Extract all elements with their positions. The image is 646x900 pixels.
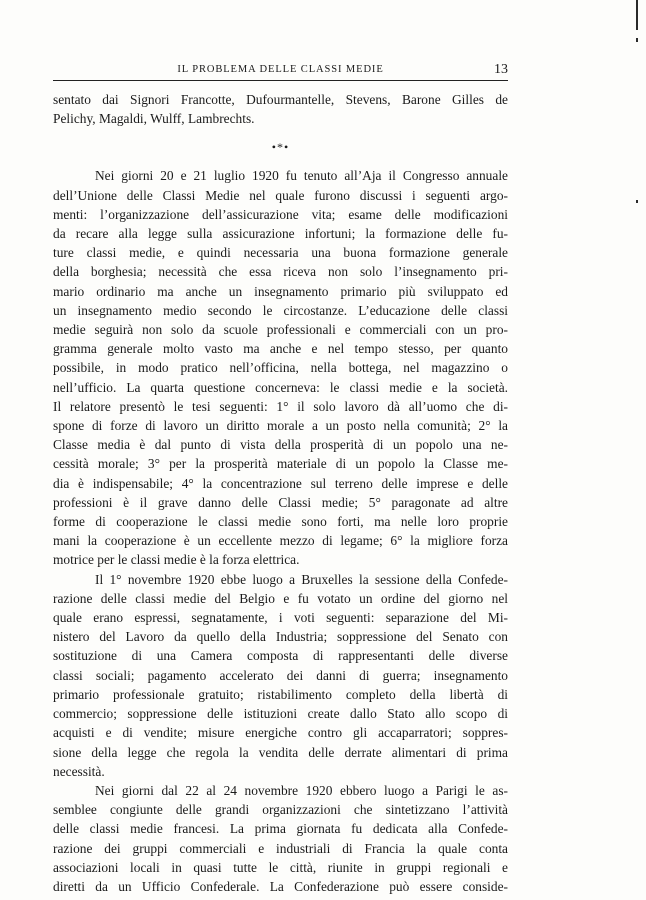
running-title: IL PROBLEMA DELLE CLASSI MEDIE [177, 64, 384, 75]
text-line: sione della legge che regola la vendita delle derrate alimentari di prima [53, 744, 508, 760]
page-edge-mark [636, 0, 638, 30]
text-line: dia è indispensabile; 4° la concentrazione sul terreno delle imprese e delle [53, 475, 508, 491]
text-line: motrice per le classi medie è la forza elettrica. [53, 552, 300, 568]
page-edge-mark [636, 200, 638, 203]
paragraph [53, 90, 508, 128]
text-line: razione dei gruppi commerciali e industriali di Francia la quale conta [53, 840, 508, 856]
text-line: professioni è il grave danno delle Classi medie; 5° paragonate ad altre [53, 494, 508, 510]
text-line: nell’ufficio. La quarta questione concerneva: le classi medie e la società. [53, 379, 508, 395]
text-line: cessità morale; 3° per la prosperità materiale di un popolo la Classe me- [53, 456, 508, 472]
text-line: della borghesia; necessità che essa riceva non solo l’insegnamento pri- [53, 264, 508, 280]
paragraph [53, 570, 508, 781]
text-line: spone di forze di lavoro un diritto morale a un posto nella comunità; 2° la [53, 418, 508, 434]
text-line: dell’Unione delle Classi Medie nel quale furono discussi i seguenti argo- [53, 187, 508, 203]
text-line: semblee congiunte delle grandi organizzazioni che sintetizzano l’attività [53, 802, 508, 818]
text-line: un insegnamento medio secondo le circostanze. L’educazione delle classi [53, 302, 508, 318]
body-text [53, 90, 508, 896]
text-line: gramma generale molto vasto ma anche e nel tempo stesso, per quanto [53, 341, 508, 357]
text-line: Pelichy, Magaldi, Wulff, Lambrechts. [53, 111, 255, 127]
text-line: Il 1° novembre 1920 ebbe luogo a Bruxelles la sessione della Confede- [95, 571, 508, 587]
text-line: mani la cooperazione è un eccellente mezzo di legame; 6° la migliore forza [53, 533, 508, 549]
text-line: sostituzione di una Camera composta di rappresentanti delle diverse [53, 648, 508, 664]
text-line: sentato dai Signori Francotte, Dufourmantelle, Stevens, Barone Gilles de [53, 92, 508, 107]
text-line: delle classi medie francesi. La prima giornata fu dedicata alla Confede- [53, 821, 508, 837]
text-line: ture classi medie, e quindi necessaria una buona formazione generale [53, 245, 508, 261]
text-line: possibile, in modo pratico nell’officina, nella bottega, nel magazzino o [53, 360, 508, 376]
text-line: diretti da un Ufficio Confederale. La Confederazione può essere conside- [53, 878, 508, 894]
text-line: Nei giorni dal 22 al 24 novembre 1920 ebbero luogo a Parigi le as- [95, 782, 508, 798]
running-header [53, 62, 508, 82]
text-line: Nei giorni 20 e 21 luglio 1920 fu tenuto all’Aja il Congresso annuale [95, 168, 508, 184]
text-line: mario ordinario ma anche un insegnamento primario più sviluppato ed [53, 283, 508, 299]
text-line: associazioni locali in quasi tutte le città, riunite in gruppi regionali e [53, 859, 508, 875]
text-line: quale erano espressi, segnatamente, i voti seguenti: separazione del Mi- [53, 610, 508, 626]
text-line: forme di cooperazione le classi medie sono forti, ma nelle loro proprie [53, 514, 508, 530]
text-line: Il relatore presentò le tesi seguenti: 1° il solo lavoro dà all’uomo che di- [53, 398, 508, 414]
text-line: medie seguirà non solo da scuole professionali e commerciali con un pro- [53, 322, 508, 338]
paragraph [53, 781, 508, 896]
text-line: menti: l’organizzazione dell’assicurazione vita; esame delle modificazioni [53, 206, 508, 222]
text-line: nistero del Lavoro da quello della Industria; soppressione del Senato con [53, 629, 508, 645]
page-edge-mark [636, 38, 638, 42]
text-line: da recare alla legge sulla assicurazione infortuni; la formazione delle fu- [53, 226, 508, 242]
text-line: primario professionale gratuito; ristabilimento completo della libertà di [53, 686, 508, 702]
header-rule [53, 80, 508, 81]
text-line: acquisti e di vendite; misure energiche contro gli accaparratori; soppres- [53, 725, 508, 741]
paragraph [53, 166, 508, 569]
text-line: Classe media è dal punto di vista della prosperità di un popolo una ne- [53, 437, 508, 453]
text-line: classi sociali; pagamento accelerato dei danni di guerra; insegnamento [53, 667, 508, 683]
page-number: 13 [494, 62, 508, 77]
text-line: commercio; soppressione delle istituzioni create dallo Stato allo scopo di [53, 706, 508, 722]
text-line: razione delle classi medie del Belgio e fu votato un ordine del giorno nel [53, 590, 508, 606]
text-line: necessità. [53, 763, 105, 779]
section-ornament: •*• [271, 140, 290, 155]
